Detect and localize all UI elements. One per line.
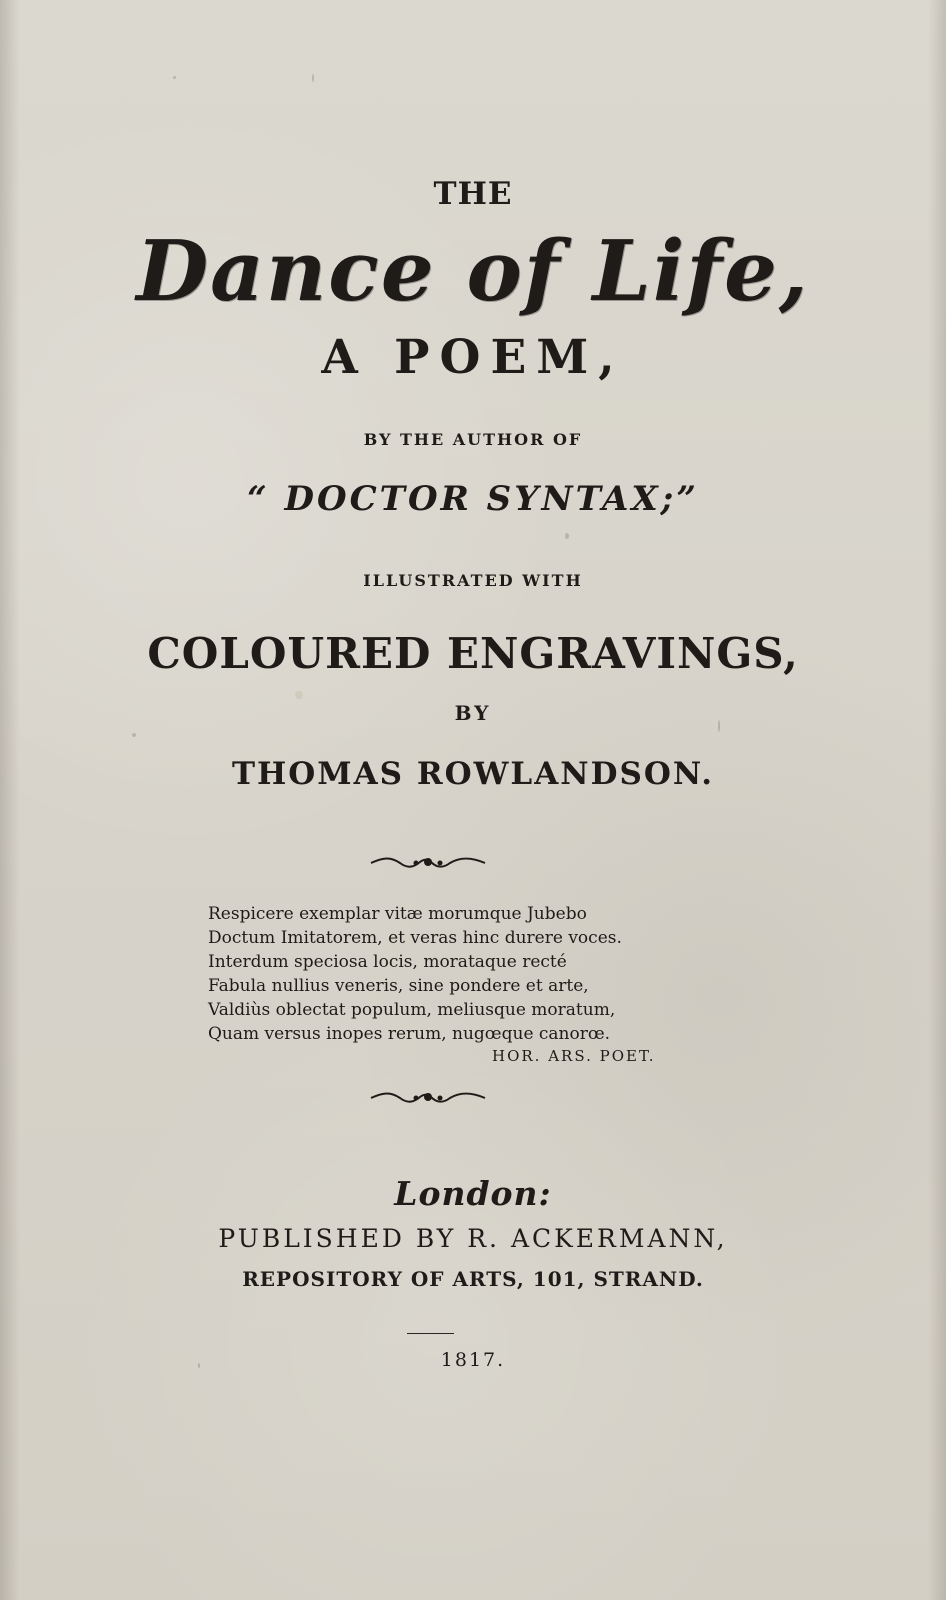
main-title: Dance of Life,: [136, 222, 810, 320]
author-line: BY THE AUTHOR OF: [363, 430, 583, 449]
quotation-line: Doctum Imitatorem, et veras hinc durere voces.: [208, 928, 622, 948]
quotation-line: Quam versus inopes rerum, nugœque canorœ.: [208, 1024, 611, 1044]
paper-speck: [565, 533, 569, 539]
referenced-work: “ DOCTOR SYNTAX;”: [247, 479, 699, 519]
engravings-line: COLOURED ENGRAVINGS,: [147, 629, 799, 678]
publisher-line: PUBLISHED BY R. ACKERMANN,: [218, 1224, 728, 1253]
top-ornament-icon: [369, 853, 487, 871]
publication-year: 1817.: [440, 1349, 506, 1371]
paper-speck: [312, 74, 314, 82]
quotation-attribution: HOR. ARS. POET.: [492, 1047, 656, 1065]
publication-city: London:: [394, 1174, 552, 1213]
year-rule: [407, 1333, 454, 1334]
quotation-line: Respicere exemplar vitæ morumque Jubebo: [208, 904, 587, 924]
subtitle: A POEM,: [321, 330, 625, 385]
quotation-line: Valdiùs oblectat populum, meliusque moratum,: [208, 1000, 616, 1020]
illustration-line: ILLUSTRATED WITH: [363, 571, 583, 590]
paper-speck: [132, 733, 136, 737]
paper-speck: [295, 691, 303, 699]
artist-name: THOMAS ROWLANDSON.: [231, 756, 715, 792]
bottom-ornament-icon: [369, 1088, 487, 1106]
publisher-address: REPOSITORY OF ARTS, 101, STRAND.: [242, 1267, 704, 1291]
latin-quotation: [208, 902, 678, 1046]
by-line: BY: [454, 701, 492, 725]
paper-speck: [173, 76, 176, 79]
quotation-line: Interdum speciosa locis, morataque recté: [208, 952, 567, 972]
title-prefix: THE: [433, 176, 513, 212]
quotation-line: Fabula nullius veneris, sine pondere et arte,: [208, 976, 589, 996]
